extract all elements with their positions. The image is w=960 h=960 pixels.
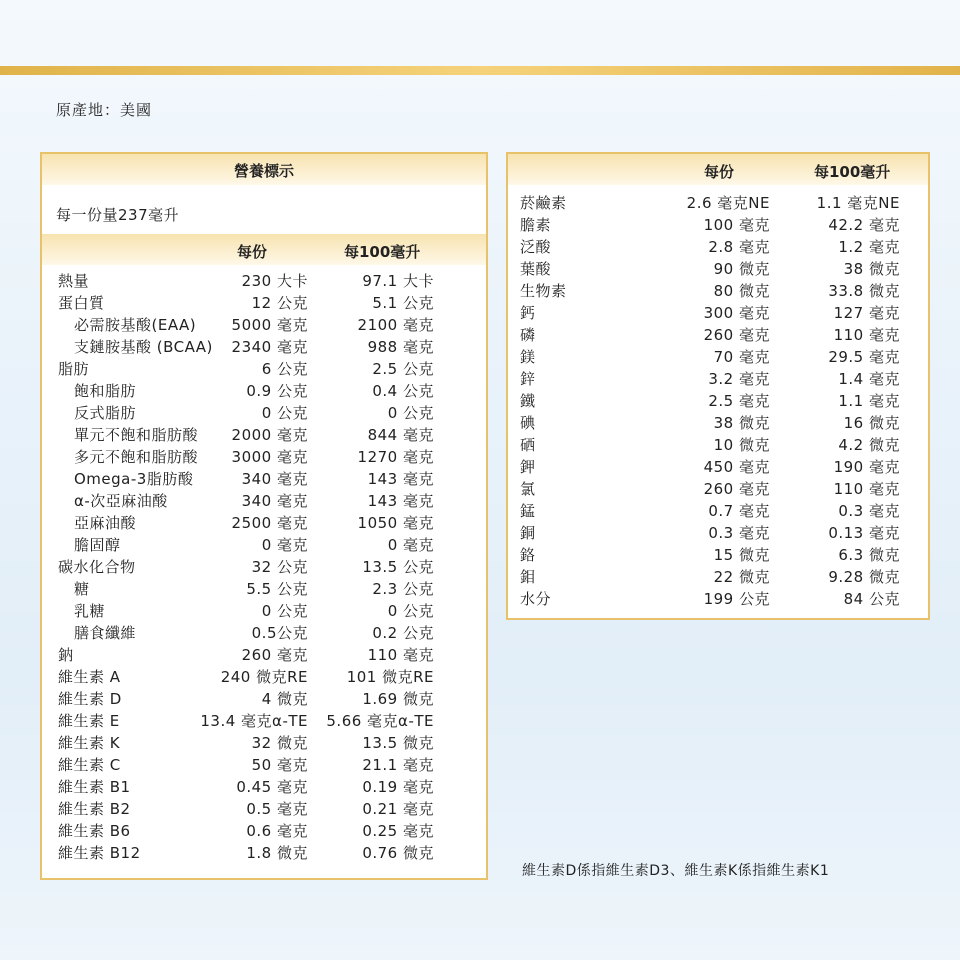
value-per-serving: 260 毫克 (703, 326, 770, 344)
nutrient-name: 鈉 (58, 646, 74, 664)
nutrient-row (42, 314, 486, 336)
nutrient-row (42, 358, 486, 380)
value-per-100ml: 16 微克 (843, 414, 900, 432)
nutrient-name: 銅 (520, 524, 536, 542)
nutrient-name: 鈣 (520, 304, 536, 322)
value-per-serving: 2000 毫克 (231, 426, 308, 444)
nutrient-row (42, 754, 486, 776)
footnote: 維生素D係指維生素D3、維生素K係指維生素K1 (522, 863, 830, 879)
nutrient-row (42, 644, 486, 666)
nutrient-row (508, 258, 928, 280)
nutrient-row (42, 402, 486, 424)
value-per-serving: 1.8 微克 (246, 844, 308, 862)
gold-divider (0, 66, 960, 75)
nutrient-row (508, 500, 928, 522)
nutrient-row (508, 214, 928, 236)
nutrient-row (508, 280, 928, 302)
value-per-100ml: 13.5 微克 (362, 734, 434, 752)
nutrient-row (42, 776, 486, 798)
nutrient-list-right (508, 192, 928, 610)
value-per-serving: 12 公克 (251, 294, 308, 312)
value-per-serving: 32 微克 (251, 734, 308, 752)
nutrient-row (42, 622, 486, 644)
nutrient-name: 磷 (520, 326, 536, 344)
nutrient-name: 錳 (520, 502, 536, 520)
value-per-100ml: 1.69 微克 (362, 690, 434, 708)
nutrient-row (42, 578, 486, 600)
nutrient-row (42, 292, 486, 314)
value-per-serving: 260 毫克 (703, 480, 770, 498)
value-per-serving: 199 公克 (703, 590, 770, 608)
value-per-serving: 0.5 毫克 (246, 800, 308, 818)
nutrient-name: 維生素 B12 (58, 844, 141, 862)
value-per-100ml: 0 公克 (387, 602, 434, 620)
nutrient-name: 亞麻油酸 (74, 514, 137, 532)
value-per-100ml: 0.4 公克 (372, 382, 434, 400)
value-per-100ml: 110 毫克 (367, 646, 434, 664)
col-per-100ml: 每100毫升 (344, 243, 421, 261)
value-per-serving: 32 公克 (251, 558, 308, 576)
value-per-100ml: 1.2 毫克 (838, 238, 900, 256)
value-per-100ml: 143 毫克 (367, 470, 434, 488)
value-per-100ml: 13.5 公克 (362, 558, 434, 576)
nutrient-name: α-次亞麻油酸 (74, 492, 168, 510)
nutrient-name: 維生素 E (58, 712, 120, 730)
value-per-serving: 50 毫克 (251, 756, 308, 774)
nutrient-name: 單元不飽和脂肪酸 (74, 426, 199, 444)
value-per-serving: 450 毫克 (703, 458, 770, 476)
nutrient-row (42, 842, 486, 864)
value-per-100ml: 1.1 毫克 (838, 392, 900, 410)
nutrient-name: 鉻 (520, 546, 536, 564)
nutrient-row (508, 236, 928, 258)
nutrient-name: 膳食纖維 (74, 624, 137, 642)
nutrient-name: Omega-3脂肪酸 (74, 470, 194, 488)
nutrient-name: 脂肪 (58, 360, 90, 378)
nutrient-row (508, 456, 928, 478)
column-header (42, 234, 486, 265)
nutrient-name: 多元不飽和脂肪酸 (74, 448, 199, 466)
value-per-serving: 90 微克 (713, 260, 770, 278)
nutrient-row (508, 368, 928, 390)
value-per-100ml: 0 毫克 (387, 536, 434, 554)
value-per-serving: 260 毫克 (241, 646, 308, 664)
nutrient-name: 泛酸 (520, 238, 552, 256)
value-per-100ml: 1270 毫克 (357, 448, 434, 466)
value-per-serving: 0 公克 (261, 404, 308, 422)
value-per-100ml: 0.19 毫克 (362, 778, 434, 796)
nutrient-name: 乳糖 (74, 602, 106, 620)
value-per-serving: 80 微克 (713, 282, 770, 300)
nutrient-name: 生物素 (520, 282, 567, 300)
value-per-serving: 2340 毫克 (231, 338, 308, 356)
value-per-serving: 2.8 毫克 (708, 238, 770, 256)
nutrient-row (42, 820, 486, 842)
value-per-serving: 0.5公克 (251, 624, 308, 642)
value-per-serving: 0.7 毫克 (708, 502, 770, 520)
col-per-100ml-right: 每100毫升 (814, 163, 891, 181)
nutrient-row (42, 490, 486, 512)
nutrient-name: 維生素 D (58, 690, 122, 708)
value-per-100ml: 110 毫克 (833, 480, 900, 498)
value-per-serving: 340 毫克 (241, 470, 308, 488)
nutrient-row (508, 522, 928, 544)
value-per-100ml: 127 毫克 (833, 304, 900, 322)
value-per-serving: 0.6 毫克 (246, 822, 308, 840)
nutrient-row (508, 302, 928, 324)
nutrient-name: 維生素 A (58, 668, 121, 686)
nutrient-row (42, 732, 486, 754)
nutrient-row (508, 588, 928, 610)
value-per-100ml: 38 微克 (843, 260, 900, 278)
nutrient-name: 飽和脂肪 (74, 382, 137, 400)
panel-title-bar (42, 154, 486, 185)
col-per-serving-right: 每份 (704, 163, 735, 181)
value-per-serving: 15 微克 (713, 546, 770, 564)
value-per-100ml: 1.1 毫克NE (816, 194, 900, 212)
value-per-serving: 0 毫克 (261, 536, 308, 554)
value-per-100ml: 143 毫克 (367, 492, 434, 510)
nutrient-row (508, 192, 928, 214)
nutrient-name: 碘 (520, 414, 536, 432)
value-per-100ml: 190 毫克 (833, 458, 900, 476)
value-per-100ml: 101 微克RE (346, 668, 434, 686)
value-per-serving: 13.4 毫克α-TE (200, 712, 308, 730)
nutrient-name: 反式脂肪 (74, 404, 137, 422)
value-per-serving: 0.3 毫克 (708, 524, 770, 542)
value-per-100ml: 0.21 毫克 (362, 800, 434, 818)
nutrient-name: 鐵 (520, 392, 536, 410)
nutrition-panel-left (40, 152, 488, 880)
nutrient-row (42, 600, 486, 622)
nutrient-row (42, 534, 486, 556)
nutrient-list-left (42, 270, 486, 864)
nutrient-name: 支鏈胺基酸 (BCAA) (74, 338, 213, 356)
nutrient-row (42, 468, 486, 490)
value-per-serving: 2.5 毫克 (708, 392, 770, 410)
value-per-100ml: 988 毫克 (367, 338, 434, 356)
nutrient-name: 鋅 (520, 370, 536, 388)
value-per-100ml: 0.13 毫克 (828, 524, 900, 542)
nutrient-name: 蛋白質 (58, 294, 105, 312)
value-per-serving: 70 毫克 (713, 348, 770, 366)
value-per-100ml: 5.1 公克 (372, 294, 434, 312)
value-per-100ml: 110 毫克 (833, 326, 900, 344)
value-per-100ml: 2.3 公克 (372, 580, 434, 598)
nutrient-name: 維生素 B2 (58, 800, 131, 818)
nutrient-row (42, 380, 486, 402)
nutrient-row (508, 478, 928, 500)
value-per-100ml: 844 毫克 (367, 426, 434, 444)
value-per-100ml: 1050 毫克 (357, 514, 434, 532)
panel-title: 營養標示 (233, 162, 294, 180)
value-per-100ml: 2.5 公克 (372, 360, 434, 378)
value-per-serving: 0.9 公克 (246, 382, 308, 400)
nutrient-row (42, 446, 486, 468)
nutrient-name: 維生素 B1 (58, 778, 131, 796)
value-per-serving: 2.6 毫克NE (686, 194, 770, 212)
value-per-100ml: 0.76 微克 (362, 844, 434, 862)
nutrient-row (42, 512, 486, 534)
nutrient-row (508, 544, 928, 566)
serving-size: 每一份量237毫升 (56, 206, 180, 224)
nutrient-name: 鉬 (520, 568, 536, 586)
value-per-100ml: 0.3 毫克 (838, 502, 900, 520)
nutrient-name: 膽固醇 (74, 536, 121, 554)
value-per-100ml: 21.1 毫克 (362, 756, 434, 774)
nutrient-row (42, 710, 486, 732)
nutrient-row (508, 346, 928, 368)
nutrient-row (42, 556, 486, 578)
value-per-serving: 0 公克 (261, 602, 308, 620)
nutrient-row (508, 390, 928, 412)
value-per-100ml: 0.2 公克 (372, 624, 434, 642)
nutrient-name: 必需胺基酸(EAA) (74, 316, 197, 334)
nutrient-row (42, 688, 486, 710)
value-per-serving: 10 微克 (713, 436, 770, 454)
value-per-serving: 3.2 毫克 (708, 370, 770, 388)
nutrient-name: 菸鹼素 (520, 194, 567, 212)
value-per-serving: 2500 毫克 (231, 514, 308, 532)
value-per-100ml: 29.5 毫克 (828, 348, 900, 366)
value-per-100ml: 0.25 毫克 (362, 822, 434, 840)
nutrient-name: 水分 (520, 590, 552, 608)
nutrient-row (42, 270, 486, 292)
value-per-serving: 240 微克RE (220, 668, 308, 686)
value-per-100ml: 6.3 微克 (838, 546, 900, 564)
nutrient-name: 碳水化合物 (58, 558, 136, 576)
value-per-serving: 300 毫克 (703, 304, 770, 322)
value-per-100ml: 9.28 微克 (828, 568, 900, 586)
nutrient-name: 糖 (74, 580, 90, 598)
value-per-serving: 4 微克 (261, 690, 308, 708)
nutrient-row (508, 434, 928, 456)
nutrient-row (42, 336, 486, 358)
value-per-serving: 340 毫克 (241, 492, 308, 510)
nutrient-row (508, 324, 928, 346)
nutrient-row (508, 412, 928, 434)
origin-label: 原產地：美國 (56, 101, 153, 119)
value-per-100ml: 33.8 微克 (828, 282, 900, 300)
nutrient-name: 維生素 B6 (58, 822, 131, 840)
nutrient-name: 維生素 K (58, 734, 121, 752)
value-per-serving: 38 微克 (713, 414, 770, 432)
value-per-serving: 3000 毫克 (231, 448, 308, 466)
nutrient-name: 氯 (520, 480, 536, 498)
column-header-right (508, 154, 928, 185)
value-per-100ml: 1.4 毫克 (838, 370, 900, 388)
value-per-serving: 0.45 毫克 (236, 778, 308, 796)
nutrient-name: 鉀 (520, 458, 536, 476)
col-per-serving: 每份 (237, 243, 268, 261)
nutrient-name: 熱量 (58, 272, 90, 290)
nutrient-name: 膽素 (520, 216, 552, 234)
nutrient-row (42, 798, 486, 820)
value-per-100ml: 2100 毫克 (357, 316, 434, 334)
value-per-serving: 22 微克 (713, 568, 770, 586)
value-per-100ml: 0 公克 (387, 404, 434, 422)
nutrient-row (508, 566, 928, 588)
nutrient-name: 鎂 (520, 348, 536, 366)
nutrient-row (42, 666, 486, 688)
value-per-100ml: 5.66 毫克α-TE (326, 712, 434, 730)
nutrient-name: 硒 (520, 436, 536, 454)
value-per-100ml: 97.1 大卡 (362, 272, 434, 290)
value-per-serving: 6 公克 (261, 360, 308, 378)
value-per-100ml: 84 公克 (843, 590, 900, 608)
value-per-100ml: 4.2 微克 (838, 436, 900, 454)
value-per-100ml: 42.2 毫克 (828, 216, 900, 234)
nutrient-name: 葉酸 (520, 260, 552, 278)
value-per-serving: 5.5 公克 (246, 580, 308, 598)
value-per-serving: 100 毫克 (703, 216, 770, 234)
value-per-serving: 5000 毫克 (231, 316, 308, 334)
nutrient-name: 維生素 C (58, 756, 121, 774)
nutrition-panel-right (506, 152, 930, 620)
value-per-serving: 230 大卡 (241, 272, 308, 290)
nutrient-row (42, 424, 486, 446)
